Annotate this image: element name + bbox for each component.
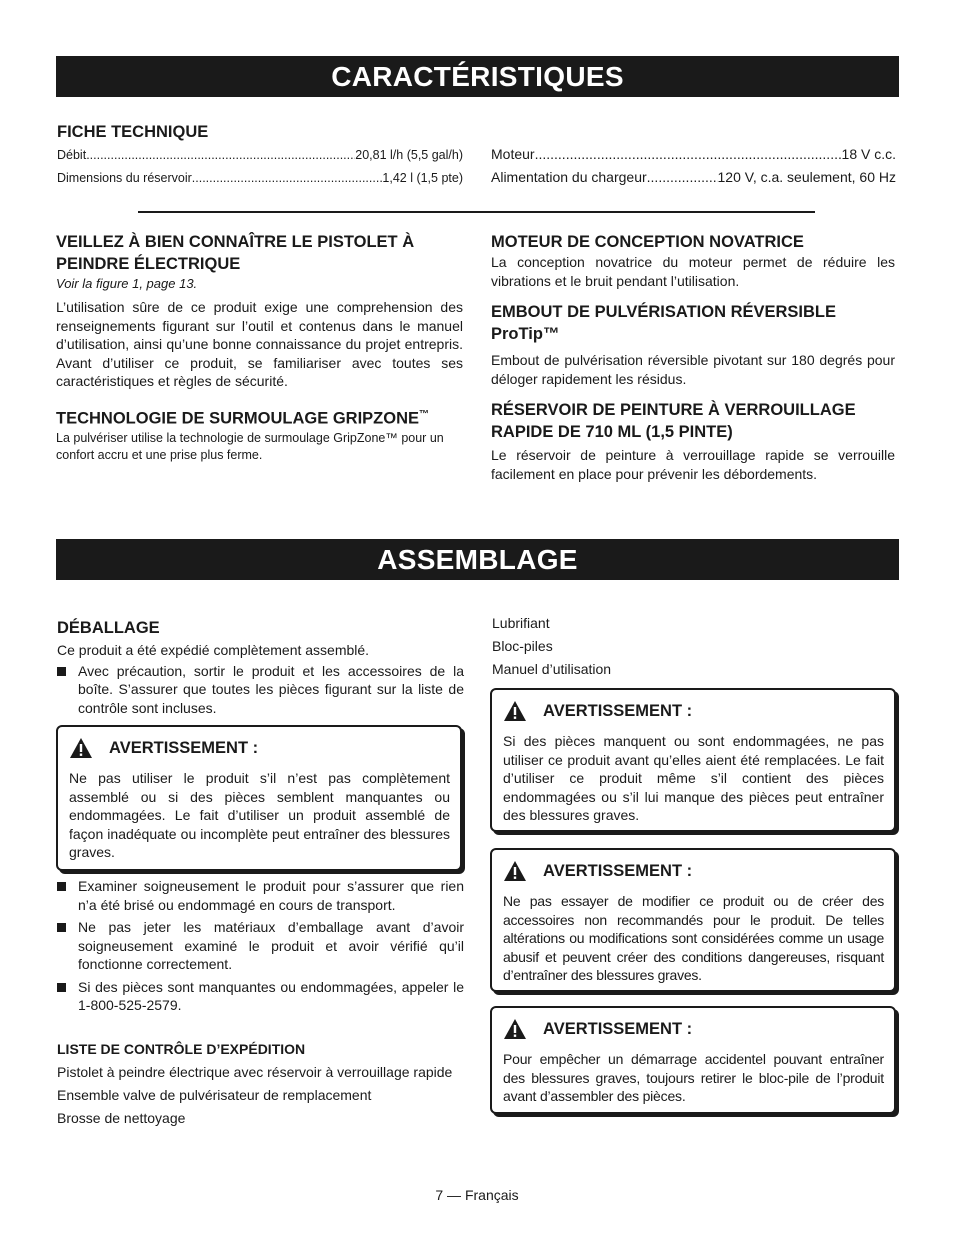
fiche-technique-right xyxy=(491,145,896,186)
spec-label: Dimensions du réservoir xyxy=(57,171,192,185)
spec-label: Débit xyxy=(57,148,87,162)
warning-title: AVERTISSEMENT : xyxy=(109,738,259,757)
warning-box xyxy=(490,848,896,992)
warning-triangle-icon xyxy=(503,700,527,722)
bullet-square-icon xyxy=(57,667,66,676)
warning-box xyxy=(490,688,896,832)
checklist-item: Pistolet à peindre électrique avec réservoir à verrouillage rapide xyxy=(57,1064,453,1080)
checklist-item: Brosse de nettoyage xyxy=(57,1110,186,1126)
spec-row xyxy=(491,145,896,163)
warning-triangle-icon xyxy=(69,737,93,759)
bullet-item: Ne pas jeter les matériaux d’emballage avant d’avoir soigneusement examiné le produit et avoir vérifié qu’il fonctionne correctement. xyxy=(57,918,464,974)
bullet-square-icon xyxy=(57,923,66,932)
checklist-item: Bloc-piles xyxy=(492,638,553,654)
feature-heading: VEILLEZ À BIEN CONNAÎTRE LE PISTOLET À PEINDRE ÉLECTRIQUE xyxy=(56,233,415,273)
feature-heading: EMBOUT DE PULVÉRISATION RÉVERSIBLE ProTip™ xyxy=(491,303,837,343)
section-title: CARACTÉRISTIQUES xyxy=(331,61,624,92)
divider xyxy=(138,211,815,213)
warning-box xyxy=(56,725,462,871)
warning-triangle-icon xyxy=(503,860,527,882)
section-banner-assemblage xyxy=(56,539,899,580)
checklist-item: Lubrifiant xyxy=(492,615,550,631)
feature-body: Embout de pulvérisation réversible pivotant sur 180 degrés pour déloger rapidement les résidus. xyxy=(491,352,895,387)
section-title: ASSEMBLAGE xyxy=(377,544,578,575)
spec-value: 18 V c.c. xyxy=(841,146,896,162)
deballage xyxy=(57,617,464,717)
warning-body: Pour empêcher un démarrage accidentel pouvant entraîner des blessures graves, toujours retirer le bloc-pile de l’produit avant d’assembler des pièces. xyxy=(503,1051,884,1104)
feature-heading: MOTEUR DE CONCEPTION NOVATRICE xyxy=(491,233,804,251)
fiche-technique xyxy=(57,121,463,187)
bullet-square-icon xyxy=(57,882,66,891)
fiche-technique-heading: FICHE TECHNIQUE xyxy=(57,123,209,141)
deballage-bullets xyxy=(57,877,464,1015)
spec-row xyxy=(491,168,896,186)
warning-title: AVERTISSEMENT : xyxy=(543,861,693,880)
bullet-item: Avec précaution, sortir le produit et les accessoires de la boîte. S’assurer que toutes les pièces figurant sur la liste de contrôle sont incluses. xyxy=(57,662,464,718)
feature-heading: TECHNOLOGIE DE SURMOULAGE GRIPZONE™ xyxy=(56,408,430,427)
spec-value: 20,81 l/h (5,5 gal/h) xyxy=(355,148,463,162)
page-footer: 7 — Français xyxy=(435,1187,519,1203)
spec-row xyxy=(57,147,463,164)
feature-body: L’utilisation sûre de ce produit exige une comprehension des renseignements figurant sur l’outil et contenus dans le manuel d’utilisation, ainsi qu’une bonne connaissance du projet entrepris. Avant d’utiliser ce produit, se familiariser avec toutes ses caractéristiques et règles de sécurité. xyxy=(56,299,463,389)
section-banner-caracteristiques xyxy=(56,56,899,97)
feature-heading: RÉSERVOIR DE PEINTURE À VERROUILLAGE RAPIDE DE 710 ML (1,5 PINTE) xyxy=(491,401,856,441)
checklist-heading: LISTE DE CONTRÔLE D’EXPÉDITION xyxy=(57,1041,306,1057)
spec-row xyxy=(57,170,463,187)
feature-body: La pulvériser utilise la technologie de surmoulage GripZone™ pour un confort accru et une prise plus ferme. xyxy=(56,431,444,462)
warning-body: Ne pas utiliser le produit s’il n’est pas complètement assemblé ou si des pièces semblent manquantes ou endommagées. Le fait d’utiliser un produit assemblé de façon inadéquate ou incomplète peut entraîner des blessures graves. xyxy=(69,770,450,860)
warning-title: AVERTISSEMENT : xyxy=(543,701,693,720)
warning-body: Ne pas essayer de modifier ce produit ou de créer des accessoires non recommandés pour le produit. De telles altérations ou modifications sont considérées comme un usage abusif et peuvent créer des conditions dangereuses, risquant d’entraîner des blessures graves. xyxy=(503,893,884,983)
warning-box xyxy=(490,1006,896,1114)
checklist-continued xyxy=(492,614,896,683)
features-right xyxy=(491,231,895,483)
checklist xyxy=(57,1040,464,1132)
bullet-square-icon xyxy=(57,983,66,992)
warning-body: Si des pièces manquent ou sont endommagées, ne pas utiliser ce produit avant qu’elles aient été remplacées. Le fait d’utiliser ce produit même s’il contient des pièces endommagées ou s’il lui manque des pièces peut entraîner des blessures graves. xyxy=(503,733,884,823)
warning-title: AVERTISSEMENT : xyxy=(543,1019,693,1038)
deballage-heading: DÉBALLAGE xyxy=(57,619,160,637)
figure-reference: Voir la figure 1, page 13. xyxy=(56,276,198,291)
checklist-item: Manuel d’utilisation xyxy=(492,661,612,677)
spec-value: 1,42 l (1,5 pte) xyxy=(382,171,463,185)
bullet-item: Si des pièces sont manquantes ou endommagées, appeler le 1-800-525-2579. xyxy=(57,978,464,1015)
checklist-item: Ensemble valve de pulvérisateur de remplacement xyxy=(57,1087,372,1103)
warning-triangle-icon xyxy=(503,1018,527,1040)
deballage-intro: Ce produit a été expédié complètement assemblé. xyxy=(57,642,370,658)
spec-value: 120 V, c.a. seulement, 60 Hz xyxy=(717,169,896,185)
spec-label: Alimentation du chargeur xyxy=(491,169,647,185)
features-left xyxy=(56,231,463,464)
bullet-item: Examiner soigneusement le produit pour s’assurer que rien n’a été brisé ou endommagé en cours de transport. xyxy=(57,877,464,914)
feature-body: La conception novatrice du moteur permet de réduire les vibrations et le bruit pendant l’utilisation. xyxy=(491,254,895,289)
feature-body: Le réservoir de peinture à verrouillage rapide se verrouille facilement en place pour prévenir les débordements. xyxy=(491,447,895,482)
spec-label: Moteur xyxy=(491,146,535,162)
